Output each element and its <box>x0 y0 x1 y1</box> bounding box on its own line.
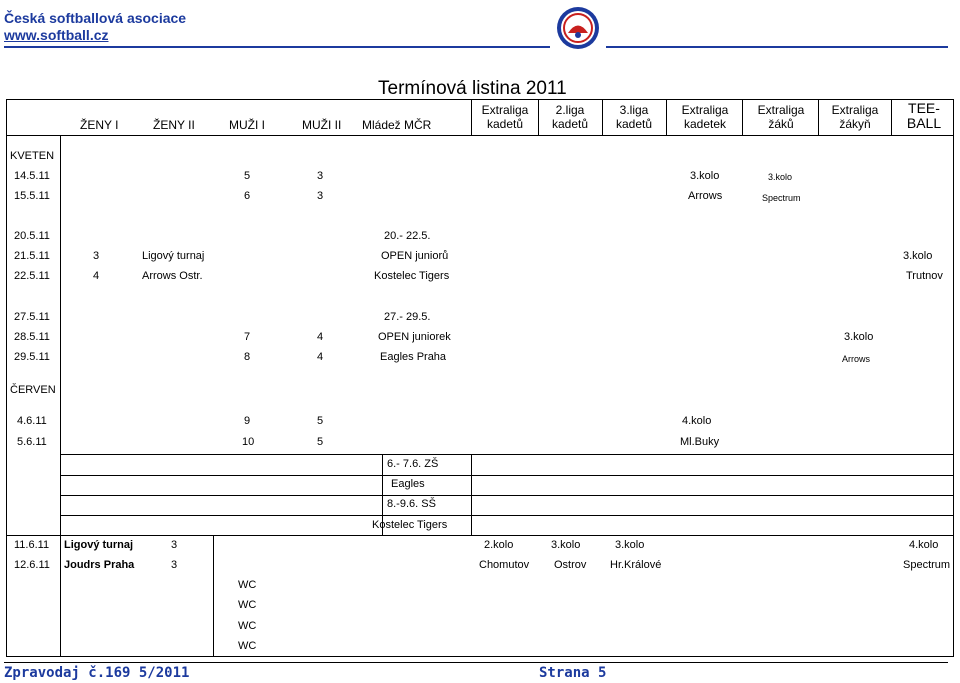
row-date: 12.6.11 <box>14 559 50 571</box>
row-date: 14.5.11 <box>14 170 50 182</box>
org-url-link[interactable]: www.softball.cz <box>4 27 109 43</box>
cell-l2-kadetu: 3.kolo <box>551 539 581 551</box>
col-divider <box>602 99 603 135</box>
cell-mladez: 6.- 7.6. ZŠ <box>387 458 439 470</box>
col-header-muzi2: MUŽI II <box>302 118 342 132</box>
cell-muzi1: 8 <box>244 351 251 363</box>
cell-zeny2: 3 <box>171 559 178 571</box>
cell-ext-zakyn: 3.kolo <box>844 331 874 343</box>
row-date: 20.5.11 <box>14 230 50 242</box>
cell-muzi1: WC <box>238 640 257 652</box>
col-header-zeny2: ŽENY II <box>153 118 195 132</box>
col-divider <box>891 99 892 135</box>
org-header <box>4 10 186 44</box>
cell-muzi2: 4 <box>317 331 324 343</box>
cell-muzi1: 10 <box>242 436 255 448</box>
cell-mladez: OPEN juniorek <box>378 331 451 343</box>
cell-muzi2: 3 <box>317 190 324 202</box>
col-divider <box>742 99 743 135</box>
cell-teeball: Spectrum <box>903 559 951 571</box>
cell-mladez: Kostelec Tigers <box>372 519 448 531</box>
cell-muzi1: 5 <box>244 170 251 182</box>
cell-l3-kadetu: 3.kolo <box>615 539 645 551</box>
col-header-ext-kadetek: Extraliga kadetek <box>681 103 729 131</box>
row-rule <box>6 135 954 136</box>
cell-zeny1: 4 <box>93 270 100 282</box>
row-rule <box>6 535 954 536</box>
row-date: 5.6.11 <box>17 436 47 448</box>
cell-muzi1: 9 <box>244 415 251 427</box>
cell-muzi1: WC <box>238 620 257 632</box>
cell-mladez: Eagles <box>391 478 425 490</box>
section-june: ČERVEN <box>10 384 56 396</box>
cell-mladez: Eagles Praha <box>380 351 447 363</box>
col-header-teeball: TEE-BALL <box>906 100 942 131</box>
cell-ext-kadetu: Chomutov <box>479 559 530 571</box>
row-date: 11.6.11 <box>14 539 50 551</box>
org-name: Česká softballová asociace <box>4 10 187 26</box>
schedule-table <box>6 99 954 657</box>
row-rule <box>60 495 954 496</box>
cell-muzi2: 5 <box>317 436 324 448</box>
col-divider <box>213 535 214 657</box>
col-divider <box>818 99 819 135</box>
cell-teeball: 3.kolo <box>903 250 933 262</box>
row-date: 4.6.11 <box>17 415 47 427</box>
row-date: 21.5.11 <box>14 250 50 262</box>
col-header-ext-zaku: Extraliga žáků <box>757 103 805 131</box>
cell-ext-kadetek: Ml.Buky <box>680 436 720 448</box>
footer-issue: Zpravodaj č.169 5/2011 <box>4 665 190 681</box>
col-header-mladez: Mládež MČR <box>362 118 432 132</box>
table-frame <box>6 99 954 657</box>
cell-muzi1: WC <box>238 599 257 611</box>
section-may: KVETEN <box>10 150 55 162</box>
cell-muzi1: 7 <box>244 331 251 343</box>
cell-ext-kadetek: Arrows <box>688 190 723 202</box>
cell-l2-kadetu: Ostrov <box>554 559 587 571</box>
col-divider <box>666 99 667 135</box>
cell-muzi2: 5 <box>317 415 324 427</box>
cell-muzi1: WC <box>238 579 257 591</box>
cell-mladez: OPEN juniorů <box>381 250 449 262</box>
cell-mladez: 8.-9.6. SŠ <box>387 498 436 510</box>
row-date: 29.5.11 <box>14 351 50 363</box>
page-title: Termínová listina 2011 <box>378 78 567 99</box>
col-header-ext-kadetu: Extraliga kadetů <box>481 103 529 131</box>
row-date: 22.5.11 <box>14 270 50 282</box>
header-rule-left <box>4 46 550 48</box>
footer-rule <box>4 662 948 663</box>
col-header-muzi1: MUŽI I <box>229 118 265 132</box>
cell-teeball: 4.kolo <box>909 539 939 551</box>
col-divider <box>538 99 539 135</box>
cell-muzi1: 6 <box>244 190 251 202</box>
cell-zeny2: 3 <box>171 539 178 551</box>
col-header-ext-zakyn: Extraliga žákyň <box>831 103 879 131</box>
cell-muzi2: 3 <box>317 170 324 182</box>
cell-ext-zaku: 3.kolo <box>768 172 793 182</box>
row-date: 15.5.11 <box>14 190 50 202</box>
cell-zeny1: 3 <box>93 250 100 262</box>
col-divider <box>471 99 472 135</box>
row-rule <box>60 515 954 516</box>
row-date: 28.5.11 <box>14 331 50 343</box>
col-header-zeny1: ŽENY I <box>80 118 119 132</box>
col-divider <box>60 135 61 657</box>
cell-teeball: Trutnov <box>906 270 943 282</box>
row-rule <box>60 475 954 476</box>
cell-zeny1: Joudrs Praha <box>64 559 135 571</box>
cell-zeny1: Ligový turnaj <box>64 539 134 551</box>
cell-zeny2: Ligový turnaj <box>142 250 205 262</box>
header-rule-right <box>606 46 948 48</box>
footer-page-number: Strana 5 <box>539 665 607 681</box>
col-header-l3-kadetu: 3.liga kadetů <box>615 103 653 131</box>
cell-ext-kadetek: 3.kolo <box>690 170 720 182</box>
row-date: 27.5.11 <box>14 311 50 323</box>
association-logo-icon <box>556 6 600 50</box>
cell-zeny2: Arrows Ostr. <box>142 270 203 282</box>
cell-ext-kadetu: 2.kolo <box>484 539 514 551</box>
cell-ext-kadetek: 4.kolo <box>682 415 712 427</box>
row-rule <box>60 454 954 455</box>
cell-ext-zaku: Spectrum <box>762 193 801 203</box>
cell-mladez: 20.- 22.5. <box>384 230 431 242</box>
cell-ext-zakyn: Arrows <box>842 354 871 364</box>
cell-mladez: Kostelec Tigers <box>374 270 450 282</box>
cell-l3-kadetu: Hr.Králové <box>610 559 662 571</box>
col-header-l2-kadetu: 2.liga kadetů <box>551 103 589 131</box>
cell-muzi2: 4 <box>317 351 324 363</box>
cell-mladez: 27.- 29.5. <box>384 311 431 323</box>
